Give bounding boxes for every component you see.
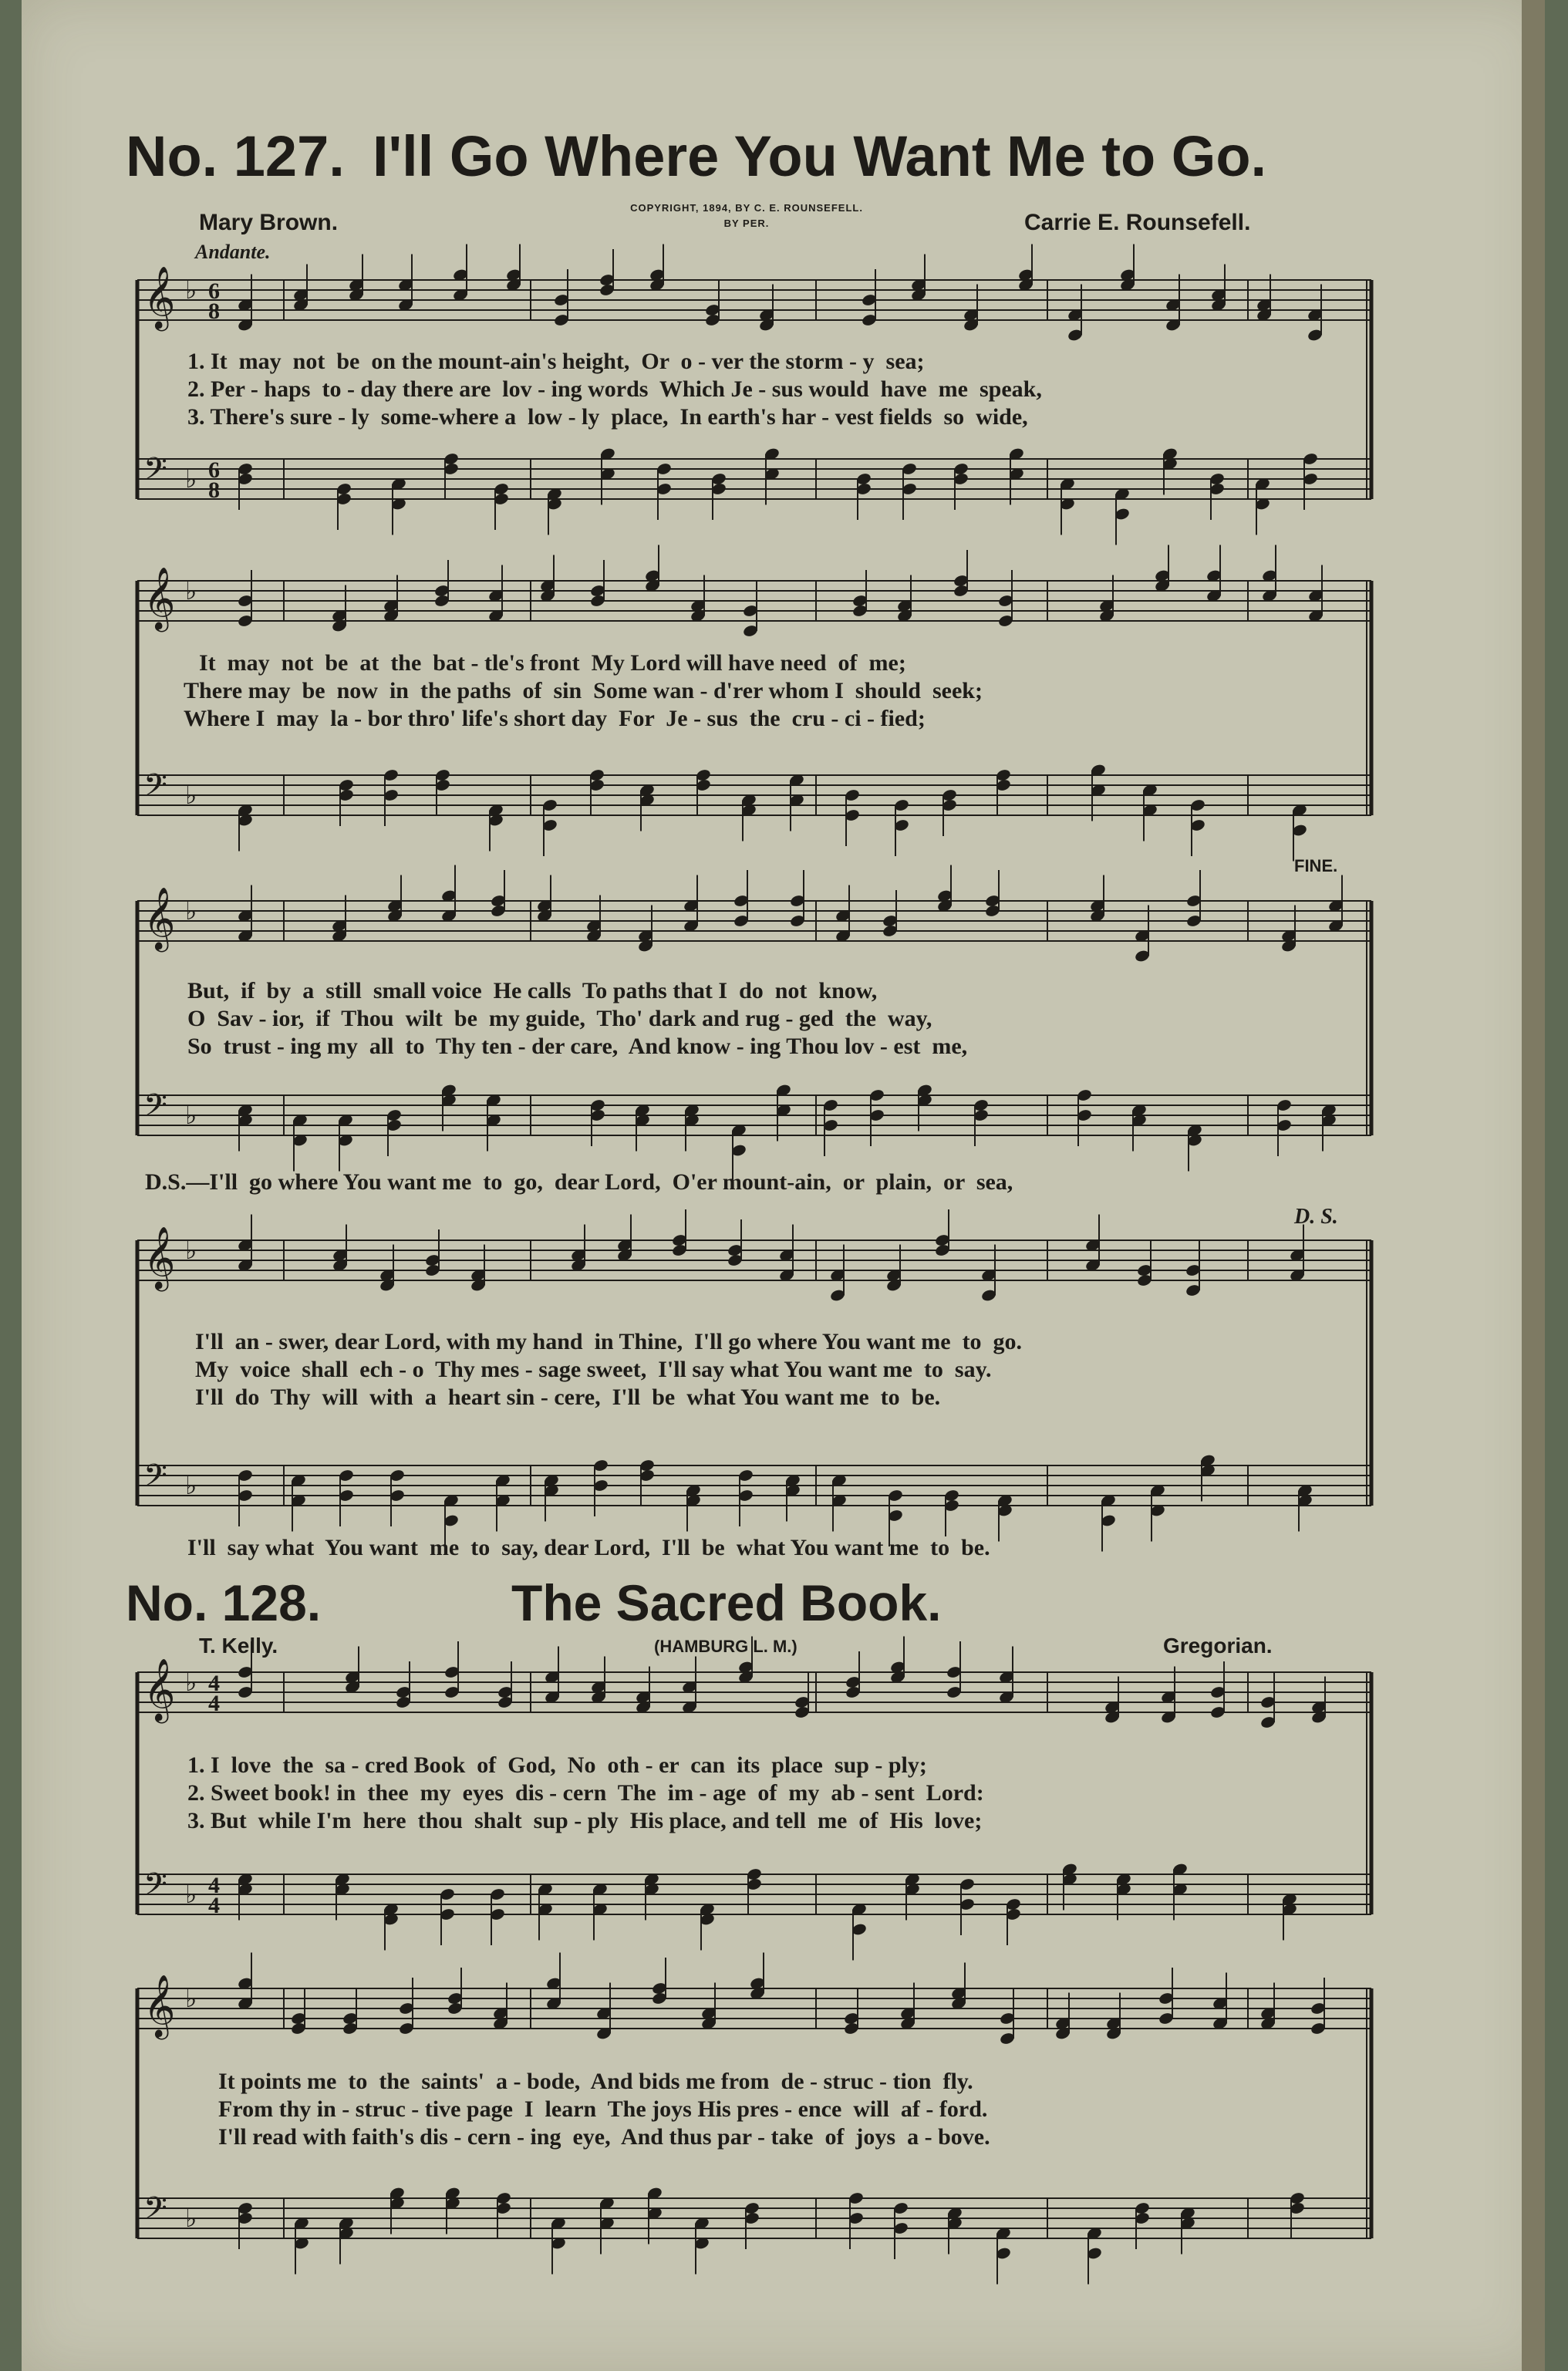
book-spine bbox=[1522, 0, 1545, 2371]
lyric-line: But, if by a still small voice He calls To paths that I do not know, bbox=[187, 978, 878, 1003]
lyric-line: 2. Per - haps to - day there are lov - ing words Which Je - sus would have me speak, bbox=[187, 376, 1042, 402]
svg-text:6: 6 bbox=[208, 457, 220, 483]
copyright-line-2: BY PER. bbox=[723, 218, 770, 229]
svg-text:8: 8 bbox=[208, 477, 220, 503]
ds-marking: D. S. bbox=[1294, 1205, 1338, 1229]
lyric-line-refrain: I'll say what You want me to say, dear Lord, I'll be what You want me to be. bbox=[187, 1535, 990, 1560]
lyric-line: 1. It may not be on the mount-ain's height, Or o - ver the storm - y sea; bbox=[187, 349, 925, 374]
svg-text:𝄢: 𝄢 bbox=[143, 1088, 167, 1131]
hymn-127-author-right: Carrie E. Rounsefell. bbox=[1024, 210, 1251, 235]
lyric-line: It points me to the saints' a - bode, And bids me from de - struc - tion fly. bbox=[218, 2069, 973, 2094]
hymn-128-number: No. 128. bbox=[126, 1574, 322, 1631]
hymn-128-tune: (HAMBURG L. M.) bbox=[654, 1637, 797, 1656]
svg-text:♭: ♭ bbox=[185, 464, 197, 494]
svg-text:𝄢: 𝄢 bbox=[143, 2191, 167, 2234]
svg-text:♭: ♭ bbox=[185, 1101, 197, 1130]
copyright-line-1: COPYRIGHT, 1894, BY C. E. ROUNSEFELL. bbox=[630, 202, 863, 214]
svg-text:♭: ♭ bbox=[185, 781, 197, 810]
svg-text:♭: ♭ bbox=[185, 1471, 197, 1500]
svg-text:8: 8 bbox=[208, 298, 220, 324]
lyric-line: From thy in - struc - tive page I learn The joys His pres - ence will af - ford. bbox=[218, 2096, 988, 2122]
lyric-line: I'll do Thy will with a heart sin - cere, I'll be what You want me to be. bbox=[195, 1384, 941, 1410]
lyric-line: There may be now in the paths of sin Some wan - d'rer whom I should seek; bbox=[184, 678, 983, 703]
lyric-line: So trust - ing my all to Thy ten - der care, And know - ing Thou lov - est me, bbox=[187, 1034, 968, 1059]
lyric-line: I'll read with faith's dis - cern - ing eye, And thus par - take of joys a - bove. bbox=[218, 2124, 990, 2150]
svg-text:♭: ♭ bbox=[185, 275, 197, 305]
svg-text:♭: ♭ bbox=[185, 1880, 197, 1909]
lyric-line: 3. But while I'm here thou shalt sup - ply His place, and tell me of His love; bbox=[187, 1808, 983, 1833]
hymn-128-author-right: Gregorian. bbox=[1163, 1634, 1273, 1658]
svg-text:4: 4 bbox=[208, 1893, 220, 1918]
hymnal-page bbox=[22, 0, 1545, 2371]
lyric-line: O Sav - ior, if Thou wilt be my guide, Tho' dark and rug - ged the way, bbox=[187, 1006, 932, 1031]
svg-text:𝄢: 𝄢 bbox=[143, 767, 167, 811]
fine-marking: FINE. bbox=[1294, 856, 1338, 875]
svg-text:𝄞: 𝄞 bbox=[143, 1658, 176, 1721]
svg-text:𝄢: 𝄢 bbox=[143, 451, 167, 494]
svg-text:4: 4 bbox=[208, 1873, 220, 1898]
svg-text:♭: ♭ bbox=[185, 1984, 197, 2013]
svg-text:𝄞: 𝄞 bbox=[143, 1974, 176, 2037]
lyric-line-ds: D.S.—I'll go where You want me to go, dear Lord, O'er mount-ain, or plain, or sea, bbox=[145, 1169, 1013, 1195]
svg-text:𝄞: 𝄞 bbox=[143, 1226, 176, 1289]
svg-text:♭: ♭ bbox=[185, 1668, 197, 1697]
lyric-line: 3. There's sure - ly some-where a low - ly place, In earth's har - vest fields so wide, bbox=[187, 404, 1028, 430]
hymn-127-number: No. 127. bbox=[126, 124, 345, 188]
svg-text:𝄞: 𝄞 bbox=[143, 265, 176, 329]
tempo-marking: Andante. bbox=[195, 241, 271, 263]
svg-text:♭: ♭ bbox=[185, 1236, 197, 1265]
svg-text:♭: ♭ bbox=[185, 576, 197, 605]
svg-text:𝄞: 𝄞 bbox=[143, 886, 176, 949]
lyric-line: I'll an - swer, dear Lord, with my hand in Thine, I'll go where You want me to go. bbox=[195, 1329, 1023, 1354]
svg-text:𝄞: 𝄞 bbox=[143, 566, 176, 629]
hymn-128-title: The Sacred Book. bbox=[511, 1574, 942, 1631]
svg-text:4: 4 bbox=[208, 1671, 220, 1696]
svg-text:♭: ♭ bbox=[185, 2204, 197, 2233]
hymn-127-author-left: Mary Brown. bbox=[199, 210, 339, 235]
svg-text:6: 6 bbox=[208, 278, 220, 304]
svg-text:𝄢: 𝄢 bbox=[143, 1867, 167, 1910]
lyric-line: 2. Sweet book! in thee my eyes dis - cern The im - age of my ab - sent Lord: bbox=[187, 1780, 984, 1806]
svg-text:𝄢: 𝄢 bbox=[143, 1458, 167, 1501]
lyric-line: 1. I love the sa - cred Book of God, No oth - er can its place sup - ply; bbox=[187, 1752, 927, 1778]
hymn-128-author-left: T. Kelly. bbox=[199, 1634, 278, 1658]
lyric-line: Where I may la - bor thro' life's short day For Je - sus the cru - ci - fied; bbox=[184, 706, 926, 731]
svg-text:4: 4 bbox=[208, 1691, 220, 1716]
lyric-line: My voice shall ech - o Thy mes - sage sweet, I'll say what You want me to say. bbox=[195, 1357, 992, 1382]
svg-text:♭: ♭ bbox=[185, 896, 197, 926]
lyric-line: It may not be at the bat - tle's front My Lord will have need of me; bbox=[199, 650, 906, 676]
hymn-127-title: I'll Go Where You Want Me to Go. bbox=[373, 124, 1267, 188]
